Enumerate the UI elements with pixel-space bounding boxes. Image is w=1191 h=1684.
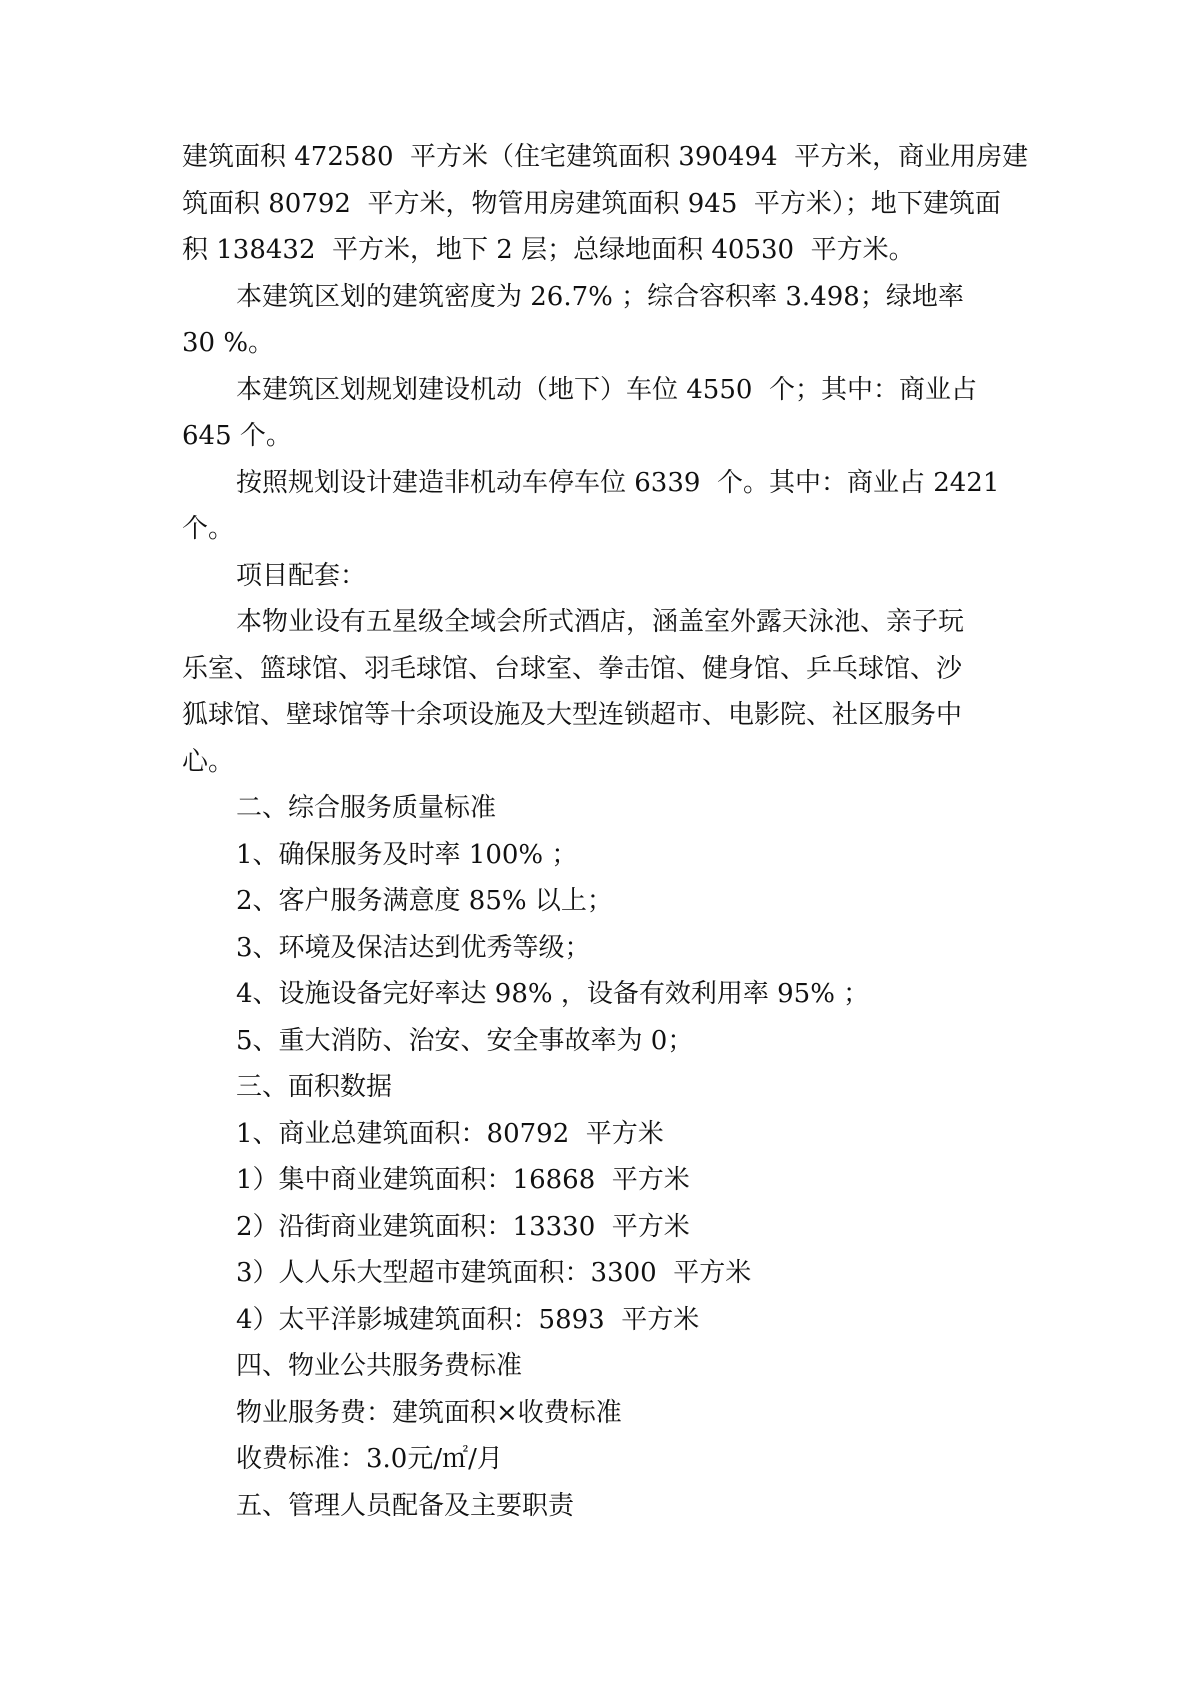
document-line: 本建筑区划的建筑密度为 26.7% ；综合容积率 3.498；绿地率: [236, 281, 964, 312]
document-line: 物业服务费：建筑面积×收费标准: [236, 1397, 622, 1428]
document-line: 4、设施设备完好率达 98% ，设备有效利用率 95% ；: [236, 979, 870, 1009]
document-line: 30 %。: [182, 328, 275, 358]
document-line: 筑面积 80792 平方米，物管用房建筑面积 945 平方米）；地下建筑面: [182, 188, 1001, 219]
document-line: 3）人人乐大型超市建筑面积：3300 平方米: [236, 1258, 752, 1288]
document-line: 心。: [182, 746, 235, 777]
document-line: 五、管理人员配备及主要职责: [236, 1490, 575, 1521]
document-line: 2）沿街商业建筑面积：13330 平方米: [236, 1211, 690, 1242]
document-line: 1、确保服务及时率 100% ；: [236, 839, 578, 870]
document-line: 本物业设有五星级全域会所式酒店，涵盖室外露天泳池、亲子玩: [236, 607, 965, 637]
document-line: 积 138432 平方米，地下 2 层；总绿地面积 40530 平方米。: [182, 235, 915, 265]
document-line: 3、环境及保洁达到优秀等级；: [236, 932, 591, 963]
document-line: 645 个。: [182, 421, 292, 451]
document-line: 三、面积数据: [236, 1072, 393, 1102]
document-line: 建筑面积 472580 平方米（住宅建筑面积 390494 平方米，商业用房建: [182, 142, 1029, 172]
document-line: 按照规划设计建造非机动车停车位 6339 个。其中：商业占 2421: [236, 467, 1000, 498]
document-line: 项目配套：: [236, 560, 367, 591]
document-line: 个。: [182, 514, 235, 544]
document-line: 4）太平洋影城建筑面积：5893 平方米: [236, 1304, 700, 1335]
document-line: 乐室、篮球馆、羽毛球馆、台球室、拳击馆、健身馆、乒乓球馆、沙: [182, 653, 963, 684]
document-body: [182, 134, 1029, 1529]
document-line: 2、客户服务满意度 85% 以上；: [236, 886, 613, 916]
document-line: 二、综合服务质量标准: [236, 793, 497, 823]
document-line: 收费标准：3.0元/㎡/月: [236, 1444, 503, 1474]
document-line: 1、商业总建筑面积：80792 平方米: [236, 1118, 664, 1149]
document-line: 5、重大消防、治安、安全事故率为 0；: [236, 1025, 694, 1056]
document-line: 狐球馆、壁球馆等十余项设施及大型连锁超市、电影院、社区服务中: [182, 700, 963, 730]
document-line: 本建筑区划规划建设机动（地下）车位 4550 个；其中：商业占: [236, 374, 977, 405]
document-line: 四、物业公共服务费标准: [236, 1351, 523, 1381]
document-line: 1）集中商业建筑面积：16868 平方米: [236, 1165, 690, 1195]
